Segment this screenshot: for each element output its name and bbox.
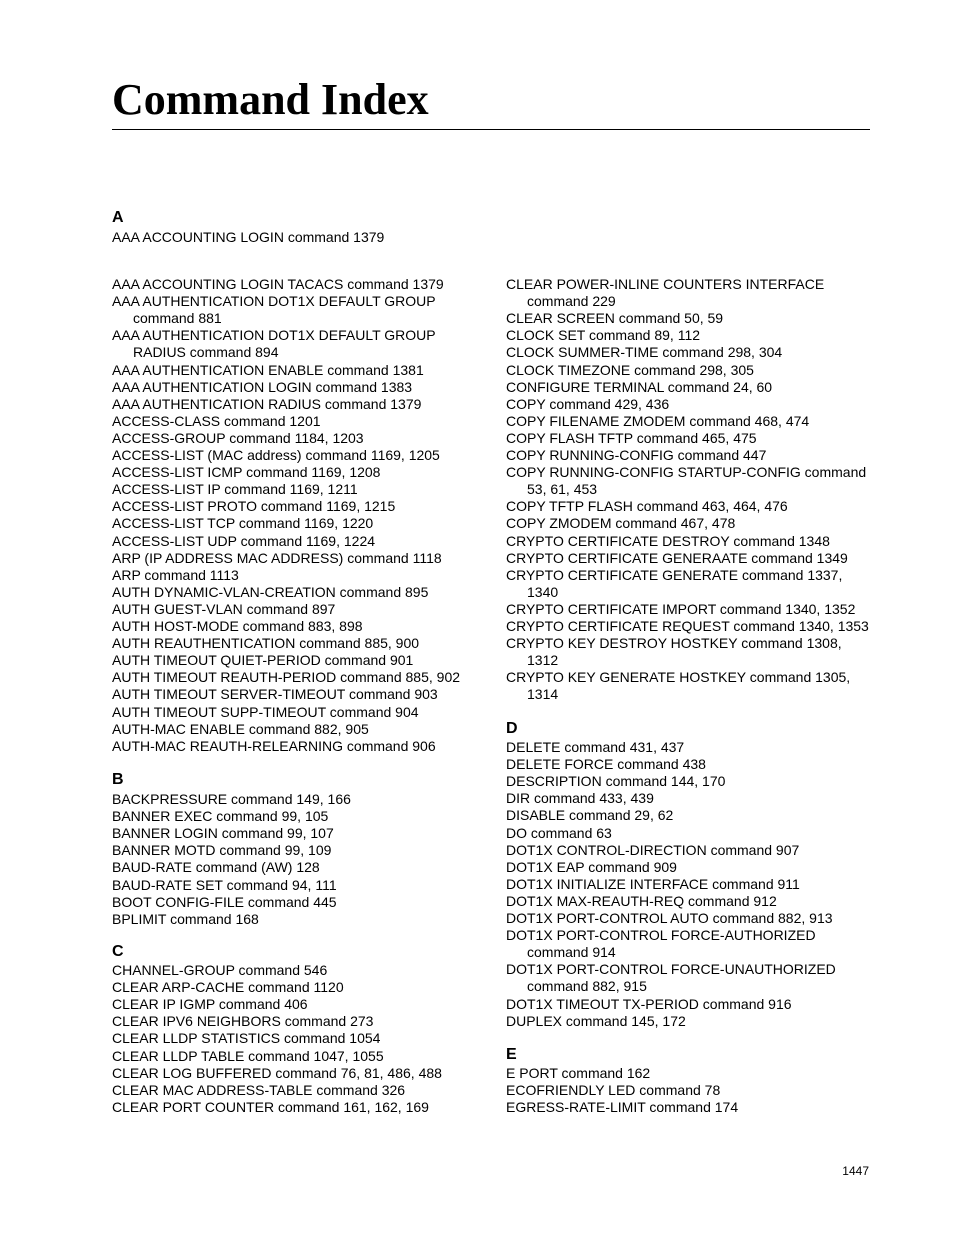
index-entry bbox=[506, 327, 700, 344]
index-entry bbox=[506, 893, 777, 910]
index-entry-text: CLEAR IPV6 NEIGHBORS command 273 bbox=[112, 1013, 374, 1030]
index-entry-text: ACCESS-LIST UDP command 1169, 1224 bbox=[112, 532, 376, 549]
index-entry bbox=[112, 1065, 442, 1082]
index-entry bbox=[506, 790, 654, 807]
index-entry-text: DOT1X EAP command 909 bbox=[506, 858, 677, 875]
index-entry-text: COPY FILENAME ZMODEM command 468, 474 bbox=[506, 412, 810, 429]
index-entry bbox=[112, 652, 413, 669]
index-entry bbox=[112, 362, 424, 379]
index-entry-text: BANNER MOTD command 99, 109 bbox=[112, 842, 332, 859]
index-entry-text: AUTH TIMEOUT REAUTH-PERIOD command 885, 902 bbox=[112, 669, 461, 686]
index-entry bbox=[506, 379, 772, 396]
index-entry-text: AUTH GUEST-VLAN command 897 bbox=[112, 600, 336, 617]
section-letter: B bbox=[112, 771, 124, 788]
index-entry-continuation: 1314 bbox=[527, 686, 559, 703]
index-entry-continuation: command 229 bbox=[527, 293, 616, 309]
index-entry bbox=[112, 481, 358, 498]
index-entry bbox=[112, 533, 375, 550]
index-entry-text: CLOCK SET command 89, 112 bbox=[506, 327, 701, 344]
index-entry bbox=[506, 739, 684, 756]
index-entry bbox=[112, 962, 327, 979]
index-entry-text: ECOFRIENDLY LED command 78 bbox=[506, 1082, 721, 1099]
index-entry bbox=[112, 430, 364, 447]
index-entry-text: CRYPTO CERTIFICATE DESTROY command 1348 bbox=[506, 532, 830, 549]
index-entry-text: CONFIGURE TERMINAL command 24, 60 bbox=[506, 378, 773, 395]
index-entry bbox=[112, 877, 337, 894]
index-entry bbox=[506, 910, 833, 927]
index-entry bbox=[506, 669, 850, 703]
section-letter: E bbox=[506, 1046, 517, 1063]
index-entry-text: CLEAR SCREEN command 50, 59 bbox=[506, 310, 724, 327]
index-entry-text: AAA ACCOUNTING LOGIN TACACS command 1379 bbox=[112, 276, 444, 292]
index-entry bbox=[506, 464, 866, 498]
index-entry-text: AUTH TIMEOUT SERVER-TIMEOUT command 903 bbox=[112, 686, 438, 703]
index-entry bbox=[506, 413, 809, 430]
index-entry bbox=[506, 550, 848, 567]
index-entry bbox=[506, 876, 800, 893]
index-entry bbox=[506, 515, 735, 532]
index-entry-text: COPY FLASH TFTP command 465, 475 bbox=[506, 429, 757, 446]
index-entry-continuation: command 882, 915 bbox=[527, 978, 647, 995]
index-entry bbox=[112, 498, 395, 515]
index-entry bbox=[112, 464, 380, 481]
index-entry bbox=[506, 773, 725, 790]
index-entry-text: ACCESS-LIST IP command 1169, 1211 bbox=[112, 481, 358, 498]
index-entry bbox=[506, 996, 792, 1013]
index-entry bbox=[506, 618, 869, 635]
index-entry-text: ACCESS-CLASS command 1201 bbox=[112, 412, 321, 429]
index-entry-text: CRYPTO CERTIFICATE GENERATE command 1337, bbox=[506, 566, 843, 583]
index-entry bbox=[112, 911, 259, 928]
index-entry bbox=[506, 601, 855, 618]
index-entry-text: DOT1X TIMEOUT TX-PERIOD command 916 bbox=[506, 995, 792, 1012]
index-entry bbox=[506, 1082, 720, 1099]
index-entry-continuation: command 881 bbox=[133, 310, 222, 327]
index-entry bbox=[506, 533, 830, 550]
index-entry-text: DIR command 433, 439 bbox=[506, 790, 654, 807]
index-entry-text: COPY TFTP FLASH command 463, 464, 476 bbox=[506, 498, 788, 515]
index-entry bbox=[112, 669, 460, 686]
index-entry-text: AAA AUTHENTICATION RADIUS command 1379 bbox=[112, 395, 422, 412]
page-number: 1447 bbox=[842, 1164, 869, 1178]
title-rule bbox=[112, 129, 870, 130]
index-entry-text: ACCESS-GROUP command 1184, 1203 bbox=[112, 429, 364, 446]
index-entry-text: ACCESS-LIST (MAC address) command 1169, 1205 bbox=[112, 447, 440, 463]
index-entry bbox=[506, 635, 842, 669]
index-entry-text: CLEAR ARP-CACHE command 1120 bbox=[112, 979, 344, 996]
index-entry bbox=[112, 618, 363, 635]
index-entry-text: CRYPTO CERTIFICATE GENERAATE command 1349 bbox=[506, 549, 848, 566]
index-entry-text: AAA AUTHENTICATION ENABLE command 1381 bbox=[112, 361, 424, 378]
section-letter: C bbox=[112, 943, 124, 960]
index-entry-text: AUTH TIMEOUT SUPP-TIMEOUT command 904 bbox=[112, 703, 419, 720]
index-entry-text: CHANNEL-GROUP command 546 bbox=[112, 962, 328, 978]
index-entry-text: COPY command 429, 436 bbox=[506, 395, 670, 412]
index-entry bbox=[112, 293, 436, 327]
index-entry bbox=[112, 1030, 380, 1047]
index-entry-text: CRYPTO CERTIFICATE REQUEST command 1340, 1353 bbox=[506, 618, 869, 634]
index-entry bbox=[506, 842, 799, 859]
index-entry-text: AUTH DYNAMIC-VLAN-CREATION command 895 bbox=[112, 583, 429, 600]
index-entry bbox=[506, 447, 766, 464]
index-entry-text: EGRESS-RATE-LIMIT command 174 bbox=[506, 1099, 739, 1116]
index-entry bbox=[112, 825, 334, 842]
index-entry bbox=[506, 310, 723, 327]
index-entry-text: CLEAR LLDP STATISTICS command 1054 bbox=[112, 1030, 381, 1047]
index-entry-text: BANNER LOGIN command 99, 107 bbox=[112, 825, 334, 842]
section-letter: D bbox=[506, 720, 518, 737]
index-entry bbox=[112, 276, 444, 293]
index-entry-text: ARP command 1113 bbox=[112, 566, 239, 583]
index-entry-text: BPLIMIT command 168 bbox=[112, 910, 259, 927]
index-entry-text: DELETE FORCE command 438 bbox=[506, 756, 706, 773]
index-entry bbox=[112, 686, 438, 703]
index-entry-text: COPY RUNNING-CONFIG command 447 bbox=[506, 447, 767, 463]
index-entry bbox=[112, 859, 320, 876]
index-entry bbox=[506, 1065, 650, 1082]
index-entry bbox=[112, 550, 442, 567]
index-entry bbox=[112, 738, 436, 755]
index-entry-text: DOT1X PORT-CONTROL FORCE-UNAUTHORIZED bbox=[506, 961, 836, 978]
index-entry bbox=[506, 961, 836, 995]
index-entry bbox=[506, 276, 824, 310]
index-entry bbox=[112, 635, 419, 652]
index-entry-text: ARP (IP ADDRESS MAC ADDRESS) command 1118 bbox=[112, 549, 442, 566]
index-entry bbox=[112, 808, 328, 825]
index-entry-text: CLEAR MAC ADDRESS-TABLE command 326 bbox=[112, 1081, 406, 1098]
index-entry bbox=[506, 859, 677, 876]
index-entry bbox=[506, 396, 669, 413]
index-entry-continuation: RADIUS command 894 bbox=[133, 344, 279, 361]
index-entry bbox=[112, 996, 308, 1013]
index-entry bbox=[112, 979, 344, 996]
index-entry bbox=[506, 1013, 686, 1030]
index-entry bbox=[506, 498, 788, 515]
index-entry bbox=[112, 567, 239, 584]
index-entry bbox=[112, 704, 419, 721]
index-entry bbox=[506, 825, 612, 842]
index-entry-text: DELETE command 431, 437 bbox=[506, 739, 685, 755]
index-entry-text: AUTH-MAC REAUTH-RELEARNING command 906 bbox=[112, 737, 436, 754]
index-entry-text: ACCESS-LIST ICMP command 1169, 1208 bbox=[112, 464, 381, 481]
index-entry-text: AAA AUTHENTICATION DOT1X DEFAULT GROUP bbox=[112, 293, 436, 310]
index-entry bbox=[506, 344, 782, 361]
index-entry-text: BACKPRESSURE command 149, 166 bbox=[112, 791, 351, 807]
index-entry-text: DOT1X CONTROL-DIRECTION command 907 bbox=[506, 841, 800, 858]
index-entry-text: DOT1X PORT-CONTROL AUTO command 882, 913 bbox=[506, 910, 833, 926]
index-entry bbox=[112, 379, 412, 396]
index-entry-text: DOT1X PORT-CONTROL FORCE-AUTHORIZED bbox=[506, 927, 816, 944]
index-entry-continuation: 1340 bbox=[527, 583, 559, 600]
index-entry bbox=[112, 1013, 373, 1030]
index-entry bbox=[112, 584, 428, 601]
index-entry-text: CRYPTO KEY GENERATE HOSTKEY command 1305, bbox=[506, 669, 851, 686]
index-entry-text: CLEAR IP IGMP command 406 bbox=[112, 996, 308, 1013]
index-entry-text: AUTH HOST-MODE command 883, 898 bbox=[112, 618, 363, 634]
index-entry-text: E PORT command 162 bbox=[506, 1065, 651, 1081]
index-entry-text: CLEAR PORT COUNTER command 161, 162, 169 bbox=[112, 1098, 429, 1115]
index-entry-text: AUTH TIMEOUT QUIET-PERIOD command 901 bbox=[112, 652, 414, 669]
index-entry bbox=[112, 515, 373, 532]
index-entry-text: BAUD-RATE SET command 94, 111 bbox=[112, 876, 337, 893]
index-entry bbox=[112, 327, 436, 361]
index-entry bbox=[112, 1082, 405, 1099]
index-entry-text: AUTH-MAC ENABLE command 882, 905 bbox=[112, 720, 369, 737]
index-entry-text: BANNER EXEC command 99, 105 bbox=[112, 808, 329, 825]
index-entry-text: CLEAR LOG BUFFERED command 76, 81, 486, 488 bbox=[112, 1064, 442, 1081]
index-entry-text: COPY ZMODEM command 467, 478 bbox=[506, 515, 736, 532]
index-entry-text: CRYPTO KEY DESTROY HOSTKEY command 1308, bbox=[506, 635, 842, 652]
index-entry bbox=[112, 721, 369, 738]
index-entry-text: DESCRIPTION command 144, 170 bbox=[506, 773, 726, 790]
index-entry-text: AUTH REAUTHENTICATION command 885, 900 bbox=[112, 635, 420, 652]
index-entry-text: BAUD-RATE command (AW) 128 bbox=[112, 859, 320, 876]
index-entry bbox=[112, 413, 321, 430]
index-entry-continuation: command 914 bbox=[527, 944, 616, 961]
index-entry-text: AAA AUTHENTICATION LOGIN command 1383 bbox=[112, 378, 413, 395]
index-entry-text: CLOCK TIMEZONE command 298, 305 bbox=[506, 361, 754, 378]
index-entry: AAA ACCOUNTING LOGIN command 1379 bbox=[112, 229, 385, 245]
page-title: Command Index bbox=[112, 75, 429, 124]
index-entry bbox=[506, 756, 706, 773]
index-entry-text: DUPLEX command 145, 172 bbox=[506, 1012, 686, 1029]
index-entry bbox=[506, 927, 816, 961]
index-entry-text: AAA AUTHENTICATION DOT1X DEFAULT GROUP bbox=[112, 327, 436, 344]
index-entry-text: BOOT CONFIG-FILE command 445 bbox=[112, 893, 337, 910]
index-entry-text: ACCESS-LIST PROTO command 1169, 1215 bbox=[112, 498, 396, 515]
index-entry-text: DO command 63 bbox=[506, 824, 612, 841]
index-entry bbox=[112, 791, 351, 808]
index-entry bbox=[112, 894, 337, 911]
index-entry bbox=[506, 567, 842, 601]
index-entry bbox=[112, 1048, 384, 1065]
index-entry-text: CRYPTO CERTIFICATE IMPORT command 1340, 1352 bbox=[506, 600, 856, 617]
index-entry-text: DISABLE command 29, 62 bbox=[506, 807, 674, 824]
index-entry-text: DOT1X MAX-REAUTH-REQ command 912 bbox=[506, 892, 777, 909]
index-entry bbox=[506, 362, 754, 379]
section-letter: A bbox=[112, 209, 124, 226]
index-entry bbox=[112, 601, 335, 618]
index-entry-text: CLOCK SUMMER-TIME command 298, 304 bbox=[506, 344, 783, 361]
index-entry bbox=[112, 447, 440, 464]
index-entry-text: COPY RUNNING-CONFIG STARTUP-CONFIG command bbox=[506, 464, 867, 481]
index-entry-continuation: 1312 bbox=[527, 652, 559, 669]
index-entry-text: CLEAR LLDP TABLE command 1047, 1055 bbox=[112, 1047, 384, 1064]
index-entry bbox=[112, 842, 331, 859]
index-entry-text: ACCESS-LIST TCP command 1169, 1220 bbox=[112, 515, 374, 532]
index-entry bbox=[506, 1099, 738, 1116]
index-entry bbox=[112, 396, 421, 413]
index-entry-text: CLEAR POWER-INLINE COUNTERS INTERFACE bbox=[506, 276, 825, 292]
index-entry bbox=[506, 430, 757, 447]
index-entry bbox=[112, 1099, 429, 1116]
index-entry-text: DOT1X INITIALIZE INTERFACE command 911 bbox=[506, 875, 800, 892]
index-entry-continuation: 53, 61, 453 bbox=[527, 481, 598, 498]
index-entry bbox=[506, 807, 673, 824]
